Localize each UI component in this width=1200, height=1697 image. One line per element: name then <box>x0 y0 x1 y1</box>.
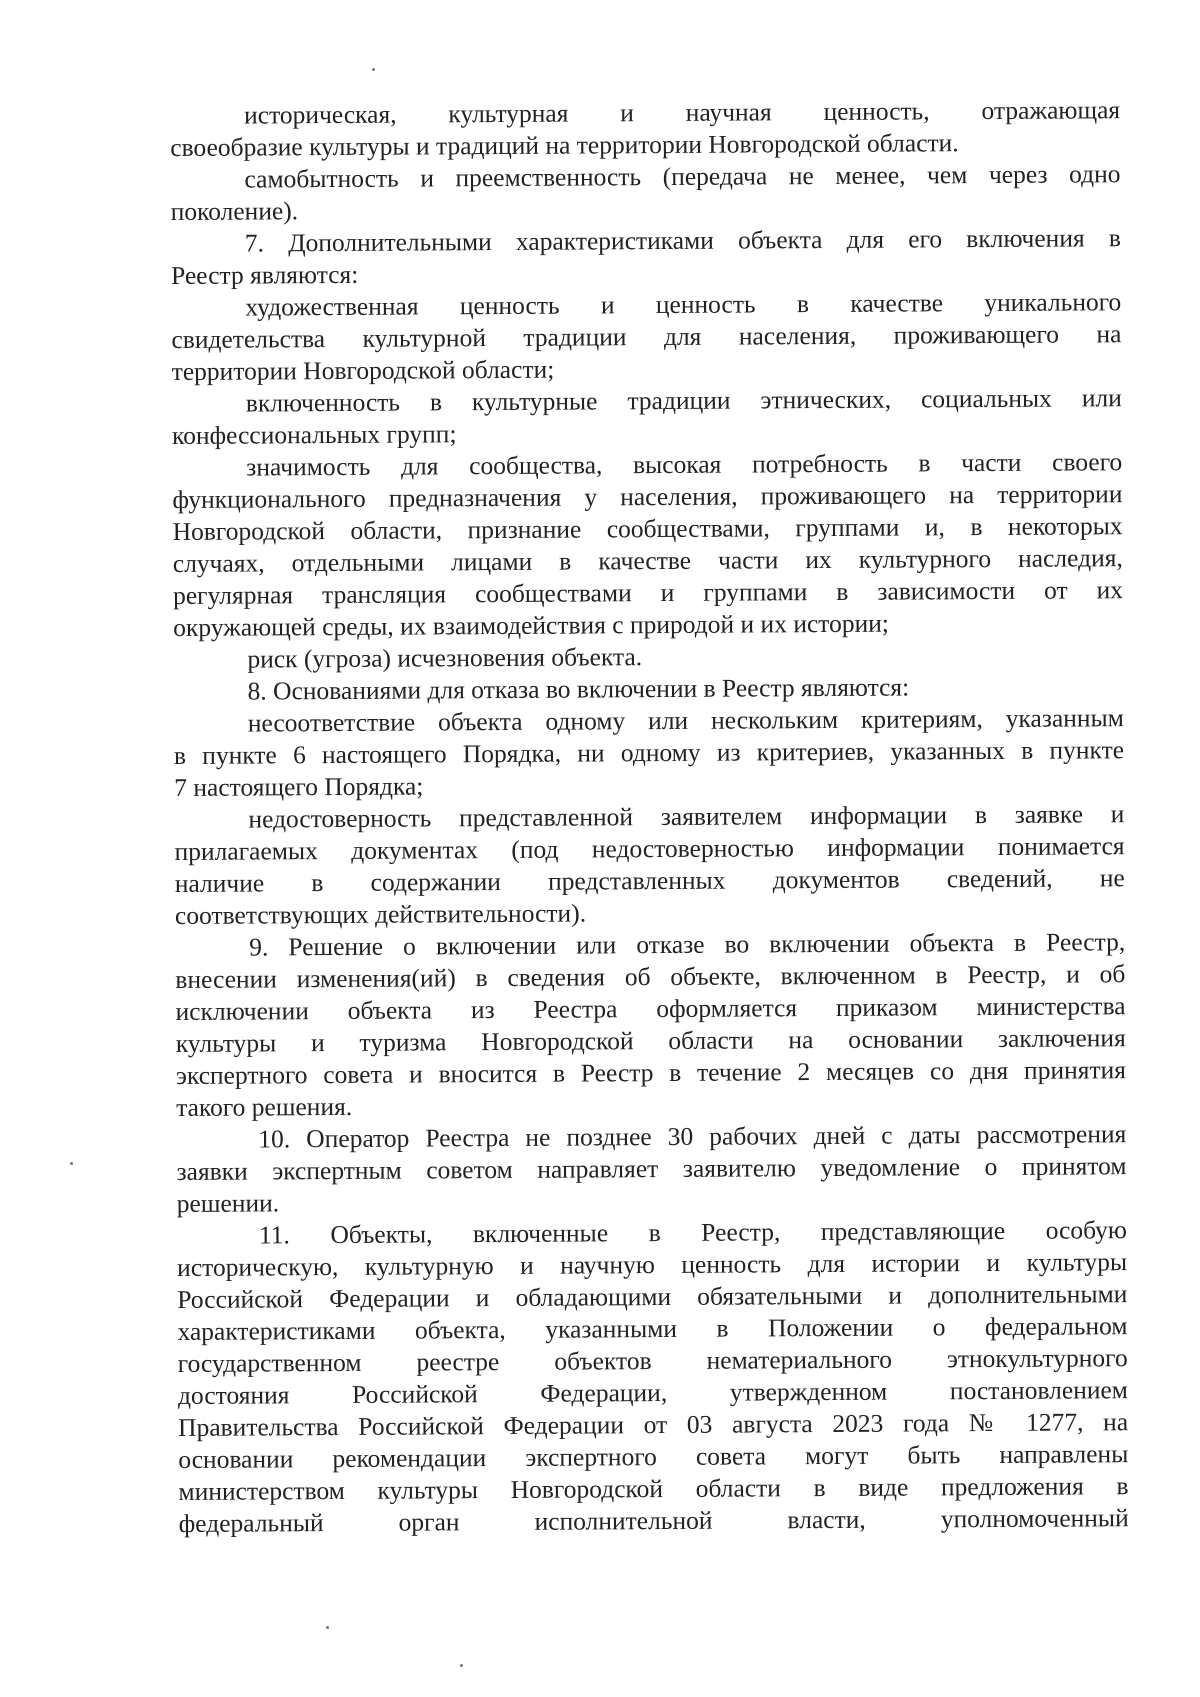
document-line: несоответствие объекта одному или нескольким критериям, указанным <box>247 703 1124 738</box>
document-line: регулярная трансляция сообществами и группами в зависимости от их <box>172 575 1124 610</box>
document-line: такого решения. <box>176 1091 353 1122</box>
document-line: заявки экспертным советом направляет заявителю уведомление о принятом <box>176 1151 1127 1186</box>
document-line: недостоверность представленной заявителем информации в заявке и <box>248 799 1125 834</box>
document-line: достояния Российской Федерации, утвержденном постановлением <box>177 1375 1128 1410</box>
document-line: культуры и туризма Новгородской области на основании заключения <box>175 1023 1126 1058</box>
document-line: характеристиками объекта, указанными в Положении о федеральном <box>177 1311 1128 1346</box>
document-line: государственном реестре объектов нематериального этнокультурного <box>177 1343 1128 1378</box>
document-line: художественная ценность и ценность в качестве уникального <box>245 287 1122 322</box>
document-line: 8. Основаниями для отказа во включении в Реестр являются: <box>247 672 910 706</box>
document-line: Новгородской области, признание сообществами, группами и, в некоторых <box>172 511 1123 546</box>
document-line: значимость для сообщества, высокая потребность в части своего <box>246 447 1123 482</box>
scan-speck <box>372 68 375 71</box>
scan-speck <box>326 1626 329 1629</box>
document-line: наличие в содержании представленных документов сведений, не <box>174 863 1125 898</box>
document-line: своеобразие культуры и традиций на территории Новгородской области. <box>170 128 959 162</box>
document-line: министерством культуры Новгородской области в виде предложения в <box>178 1471 1129 1506</box>
document-line: в пункте 6 настоящего Порядка, ни одному из критериев, указанных в пункте <box>173 735 1125 770</box>
document-line: территории Новгородской области; <box>171 354 555 386</box>
document-page <box>170 94 1129 1540</box>
document-line: поколение). <box>170 196 299 226</box>
document-line: Правительства Российской Федерации от 03 августа 2023 года № 1277, на <box>178 1407 1129 1442</box>
document-line: 7 настоящего Порядка; <box>174 771 424 802</box>
document-line: экспертного совета и вносится в Реестр в течение 2 месяцев со дня принятия <box>175 1055 1127 1090</box>
document-line: историческая, культурная и научная ценность, отражающая <box>244 95 1121 130</box>
document-line: Российской Федерации и обладающими обязательными и дополнительными <box>177 1279 1128 1314</box>
document-line: историческую, культурную и научную ценность для истории и культуры <box>177 1247 1128 1282</box>
document-line: 9. Решение о включении или отказе во включении объекта в Реестр, <box>249 927 1126 962</box>
document-line: исключении объекта из Реестра оформляется приказом министерства <box>175 991 1126 1026</box>
document-line: окружающей среды, их взаимодействия с природой и их истории; <box>173 608 890 642</box>
document-line: самобытность и преемственность (передача не менее, чем через одно <box>244 159 1121 194</box>
document-line: конфессиональных групп; <box>171 419 457 450</box>
document-line: основании рекомендации экспертного совета могут быть направлены <box>178 1439 1129 1474</box>
document-line: федеральный орган исполнительной власти, уполномоченный <box>178 1503 1129 1538</box>
document-line: внесении изменения(ий) в сведения об объекте, включенном в Реестр, и об <box>175 959 1126 994</box>
document-line: соответствующих действительности). <box>174 898 587 930</box>
document-line: прилагаемых документах (под недостоверностью информации понимается <box>174 831 1125 866</box>
scan-speck <box>460 1664 463 1667</box>
document-line: 7. Дополнительными характеристиками объекта для его включения в <box>244 223 1121 258</box>
document-line: 10. Оператор Реестра не позднее 30 рабочих дней с даты рассмотрения <box>258 1119 1127 1154</box>
document-line: риск (угроза) исчезновения объекта. <box>247 642 643 674</box>
document-line: Реестр являются: <box>170 259 359 290</box>
scan-speck <box>70 1162 73 1165</box>
document-line: случаях, отдельными лицами в качестве части их культурного наследия, <box>172 543 1123 578</box>
document-line: включенность в культурные традиции этнических, социальных или <box>245 383 1122 418</box>
document-line: 11. Объекты, включенные в Реестр, представляющие особую <box>258 1215 1128 1250</box>
document-line: решении. <box>176 1188 280 1218</box>
document-line: функционального предназначения у населения, проживающего на территории <box>172 479 1123 514</box>
document-line: свидетельства культурной традиции для населения, проживающего на <box>171 319 1122 354</box>
